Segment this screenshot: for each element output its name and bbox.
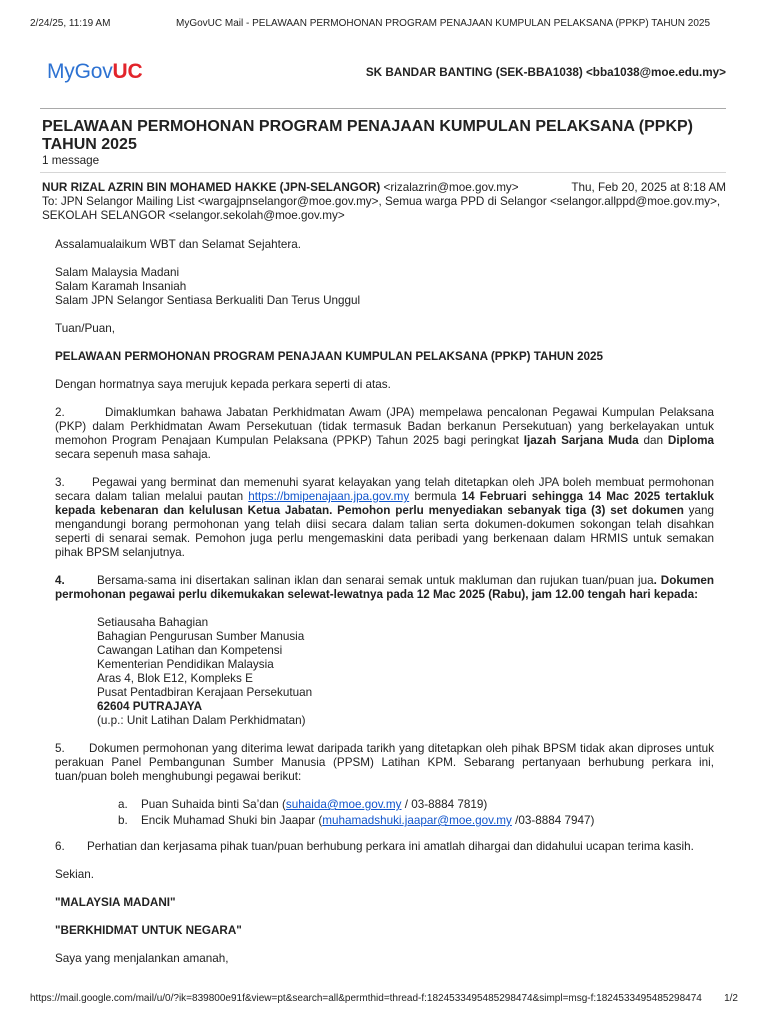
paragraph-emphasis: Diploma — [667, 434, 714, 447]
address-line: Aras 4, Blok E12, Kompleks E — [97, 672, 253, 685]
contact-name: Puan Suhaida binti Sa’dan ( — [141, 798, 286, 811]
contact-phone: /03-8884 7947) — [511, 814, 595, 827]
address-line: Setiausaha Bahagian — [97, 616, 209, 629]
contact-name: Encik Muhamad Shuki bin Jaapar ( — [141, 814, 323, 827]
print-url: https://mail.google.com/mail/u/0/?ik=839800e91f&view=pt&search=all&permthid=thread-f:1824533495485298474&simpl=msg-f:1824533495485298474 — [30, 993, 702, 1004]
paragraph-number: 2. — [55, 406, 65, 419]
print-page-title: MyGovUC Mail - PELAWAAN PERMOHONAN PROGRAM PENAJAAN KUMPULAN PELAKSANA (PPKP) TAHUN 2025 — [176, 18, 711, 29]
paragraph-text: dan — [638, 434, 668, 447]
account-identity: SK BANDAR BANTING (SEK-BBA1038) <bba1038@moe.edu.my> — [365, 66, 726, 79]
sign-off: Saya yang menjalankan amanah, — [55, 952, 229, 965]
motto-berkhidmat: "BERKHIDMAT UNTUK NEGARA" — [55, 924, 242, 937]
greeting: Assalamualaikum WBT dan Selamat Sejahtera. — [55, 238, 301, 251]
body-heading: PELAWAAN PERMOHONAN PROGRAM PENAJAAN KUMPULAN PELAKSANA (PPKP) TAHUN 2025 — [55, 350, 604, 363]
message-date: Thu, Feb 20, 2025 at 8:18 AM — [571, 181, 726, 194]
paragraph-text: Perhatian dan kerjasama pihak tuan/puan berhubung perkara ini amatlah dihargai dan didahului ucapan terima kasih. — [87, 840, 694, 853]
paragraph-3 — [55, 476, 714, 560]
paragraph-number: 4. — [55, 574, 65, 587]
thread-subject: PELAWAAN PERMOHONAN PROGRAM PENAJAAN KUMPULAN PELAKSANA (PPKP) TAHUN 2025 — [42, 118, 693, 153]
intro-paragraph: Dengan hormatnya saya merujuk kepada perkara seperti di atas. — [55, 378, 391, 391]
contact-email-link[interactable]: suhaida@moe.gov.my — [285, 798, 402, 811]
address-attention: (u.p.: Unit Latihan Dalam Perkhidmatan) — [97, 714, 306, 727]
paragraph-text: yang mengandungi borang permohonan yang telah diisi secara dalam talian serta dokumen-dokumen sokongan telah disahkan seperti di senarai semak. Pemohon juga perlu mengemaskini data peribadi yang berkenaan dalam HRMIS untuk semakan pihak BPSM selanjutnya. — [55, 504, 714, 559]
motto-malaysia-madani: "MALAYSIA MADANI" — [55, 896, 176, 909]
contact-item — [118, 814, 714, 828]
paragraph-emphasis: . Dokumen permohonan pegawai perlu dikemukakan selewat-lewatnya pada 12 Mac 2025 (Rabu), jam 12.00 tengah hari kepada: — [55, 574, 715, 601]
paragraph-number: 3. — [55, 476, 65, 489]
contact-item — [118, 798, 714, 812]
sender-row — [42, 181, 726, 195]
recipient: JPN Selangor Mailing List <wargajpnselangor@moe.gov.my>, — [60, 195, 382, 208]
mailing-address — [97, 616, 714, 728]
print-datetime: 2/24/25, 11:19 AM — [30, 18, 111, 29]
paragraph-number: 5. — [55, 742, 65, 755]
message-header — [42, 181, 726, 223]
salutation: Tuan/Puan, — [55, 322, 115, 335]
salam-block — [55, 266, 714, 308]
paragraph-text: secara sepenuh masa sahaja. — [55, 448, 211, 461]
paragraph-5 — [55, 742, 714, 784]
message-count: 1 message — [42, 154, 100, 167]
print-header — [30, 18, 738, 30]
sender-email: <rizalazrin@moe.gov.my> — [383, 181, 519, 194]
address-line: Kementerian Pendidikan Malaysia — [97, 658, 274, 671]
message-body — [55, 238, 714, 980]
contact-phone: / 03-8884 7819) — [401, 798, 488, 811]
paragraph-text: Dokumen permohonan yang diterima lewat daripada tarikh yang ditetapkan oleh pihak BPSM tidak akan diproses untuk perakuan Panel Pembangunan Sumber Manusia (PPSM) Latihan KPM. Sebarang pertanyaan berhubung perkara ini, tuan/puan boleh menghubungi pegawai berikut: — [55, 742, 714, 783]
contact-marker: b. — [118, 814, 128, 827]
salam-line: Salam JPN Selangor Sentiasa Berkualiti Dan Terus Unggul — [55, 294, 361, 307]
address-postcode-city: 62604 PUTRAJAYA — [97, 700, 203, 713]
thread-divider — [40, 172, 726, 173]
salam-line: Salam Malaysia Madani — [55, 266, 180, 279]
paragraph-text: Pegawai yang berminat dan memenuhi syarat kelayakan yang telah ditetapkan oleh JPA boleh membuat permohonan secara dalam talian melalui pautan — [55, 476, 714, 503]
recipient: Semua warga PPD di Selangor <selangor.allppd@moe.gov.my>, — [384, 195, 721, 208]
print-footer — [30, 993, 738, 1005]
contact-list — [118, 798, 714, 828]
salam-line: Salam Karamah Insaniah — [55, 280, 187, 293]
recipient: SEKOLAH SELANGOR <selangor.sekolah@moe.gov.my> — [42, 209, 345, 222]
paragraph-emphasis: 14 Februari sehingga 14 Mac 2025 tertakluk kepada kebenaran dan kelulusan Ketua Jabatan. Pemohon perlu menyediakan sebanyak tiga (3) set dokumen — [55, 490, 714, 517]
paragraph-text: bermula — [409, 490, 462, 503]
address-line: Cawangan Latihan dan Kompetensi — [97, 644, 283, 657]
paragraph-emphasis: Ijazah Sarjana Muda — [523, 434, 639, 447]
logo-text-uc: UC — [112, 60, 143, 83]
sender-name: NUR RIZAL AZRIN BIN MOHAMED HAKKE (JPN-SELANGOR) — [42, 181, 381, 194]
header-divider — [40, 108, 726, 109]
paragraph-text: Dimaklumkan bahawa Jabatan Perkhidmatan Awam (JPA) mempelawa pencalonan Pegawai Kumpulan Pelaksana (PKP) dalam Perkhidmatan Awam Persekutuan (tidak termasuk Badan berkanun Persekutuan) yang berkelayakan untuk memohon Program Penajaan Kumpulan Pelaksana (PPKP) Tahun 2025 bagi peringkat — [55, 406, 714, 447]
address-line: Bahagian Pengurusan Sumber Manusia — [97, 630, 305, 643]
paragraph-number: 6. — [55, 840, 65, 853]
recipients-label: To: — [42, 195, 58, 208]
page-number: 1/2 — [724, 993, 738, 1004]
application-portal-link[interactable]: https://bmipenajaan.jpa.gov.my — [248, 490, 410, 503]
sender — [42, 181, 519, 195]
contact-email-link[interactable]: muhamadshuki.jaapar@moe.gov.my — [322, 814, 512, 827]
contact-marker: a. — [118, 798, 128, 811]
recipients-row — [42, 195, 734, 223]
mygovuc-logo[interactable] — [47, 60, 142, 84]
paragraph-6 — [55, 840, 714, 854]
logo-text-mygov: MyGov — [47, 60, 113, 83]
paragraph-text: Bersama-sama ini disertakan salinan iklan dan senarai semak untuk makluman dan rujukan tuan/puan jua — [97, 574, 654, 587]
paragraph-4 — [55, 574, 714, 602]
paragraph-2 — [55, 406, 714, 462]
closing: Sekian. — [55, 868, 94, 881]
address-line: Pusat Pentadbiran Kerajaan Persekutuan — [97, 686, 313, 699]
